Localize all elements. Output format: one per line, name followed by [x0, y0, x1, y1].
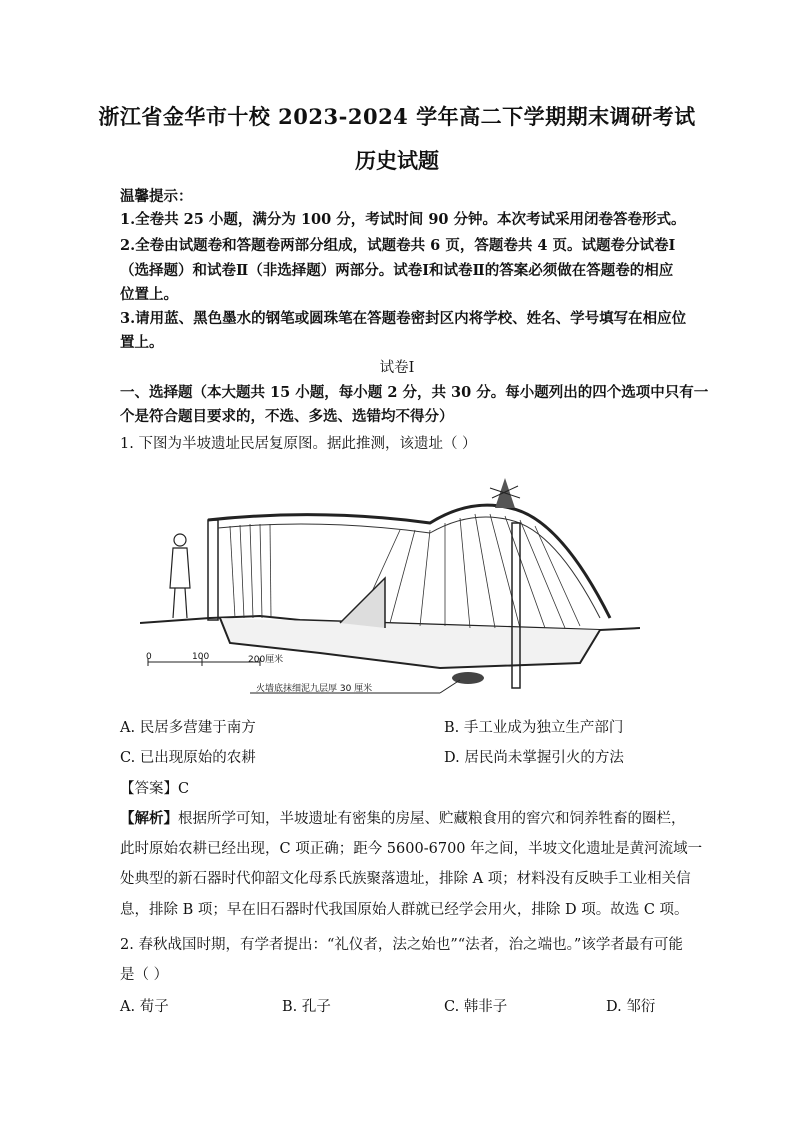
q2-option-b: B. 孔子 — [282, 999, 331, 1015]
figure-caption: 火墙底抹细泥九层厚 30 厘米 — [256, 684, 373, 694]
notice-item-3-end: 置上。 — [120, 334, 164, 351]
q1-option-c: C. 已出现原始的农耕 — [120, 750, 256, 766]
q1-analysis-line-2: 此时原始农耕已经出现，C 项正确；距今 5600-6700 年之间，半坡文化遗址是黄河流域一 — [120, 841, 703, 857]
notice-item-1: 1.全卷共 25 小题，满分为 100 分，考试时间 90 分钟。本次考试采用闭卷答卷形式。 — [120, 211, 686, 228]
q1-analysis-line-4: 息，排除 B 项；早在旧石器时代我国原始人群就已经学会用火，排除 D 项。故选 C 项。 — [120, 902, 689, 918]
scale-label-0: 0 — [146, 652, 152, 662]
q1-option-b: B. 手工业成为独立生产部门 — [444, 720, 624, 736]
q1-option-d: D. 居民尚未掌握引火的方法 — [444, 750, 624, 766]
q2-option-a: A. 荀子 — [120, 999, 169, 1015]
q2-option-c: C. 韩非子 — [444, 999, 508, 1015]
analysis-text-1: 根据所学可知，半坡遗址有密集的房屋、贮藏粮食用的窖穴和饲养牲畜的圈栏， — [178, 811, 686, 827]
q2-stem-line-2: 是（ ） — [120, 967, 169, 983]
notice-item-3: 3.请用蓝、黑色墨水的钢笔或圆珠笔在答题卷密封区内将学校、姓名、学号填写在相应位 — [120, 310, 687, 327]
notice-heading: 温馨提示： — [120, 188, 193, 205]
scale-label-100: 100 — [192, 652, 210, 662]
q1-option-a: A. 民居多营建于南方 — [120, 720, 256, 736]
notice-item-2: 2.全卷由试题卷和答题卷两部分组成，试题卷共 6 页，答题卷共 4 页。试题卷分试卷Ⅰ — [120, 237, 676, 254]
exam-subtitle: 历史试题 — [355, 148, 439, 173]
q2-option-d: D. 邹衍 — [606, 999, 656, 1015]
notice-item-2-end: 位置上。 — [120, 286, 178, 303]
exam-title: 浙江省金华市十校 2023-2024 学年高二下学期期末调研考试 — [98, 104, 696, 129]
q1-analysis-line-1 — [120, 807, 686, 828]
banpo-dwelling-figure — [140, 468, 640, 700]
q1-stem: 1. 下图为半坡遗址民居复原图。据此推测，该遗址（ ） — [120, 436, 477, 452]
notice-item-2-cont: （选择题）和试卷Ⅱ（非选择题）两部分。试卷Ⅰ和试卷Ⅱ的答案必须做在答题卷的相应 — [120, 262, 674, 279]
section-heading-1: 一、选择题（本大题共 15 小题，每小题 2 分，共 30 分。每小题列出的四个选项中只有一 — [120, 384, 709, 401]
q1-answer: 【答案】C — [120, 781, 190, 797]
q2-stem-line-1: 2. 春秋战国时期，有学者提出：“礼仪者，法之始也”“法者，治之端也。”该学者最有可能 — [120, 937, 683, 953]
scale-label-200: 200厘米 — [248, 655, 284, 665]
q1-analysis-line-3: 处典型的新石器时代仰韶文化母系氏族聚落遗址，排除 A 项；材料没有反映手工业相关信 — [120, 871, 691, 887]
section-name: 试卷Ⅰ — [379, 360, 415, 376]
section-heading-2: 个是符合题目要求的，不选、多选、选错均不得分） — [120, 408, 454, 425]
analysis-label: 【解析】 — [120, 810, 178, 827]
